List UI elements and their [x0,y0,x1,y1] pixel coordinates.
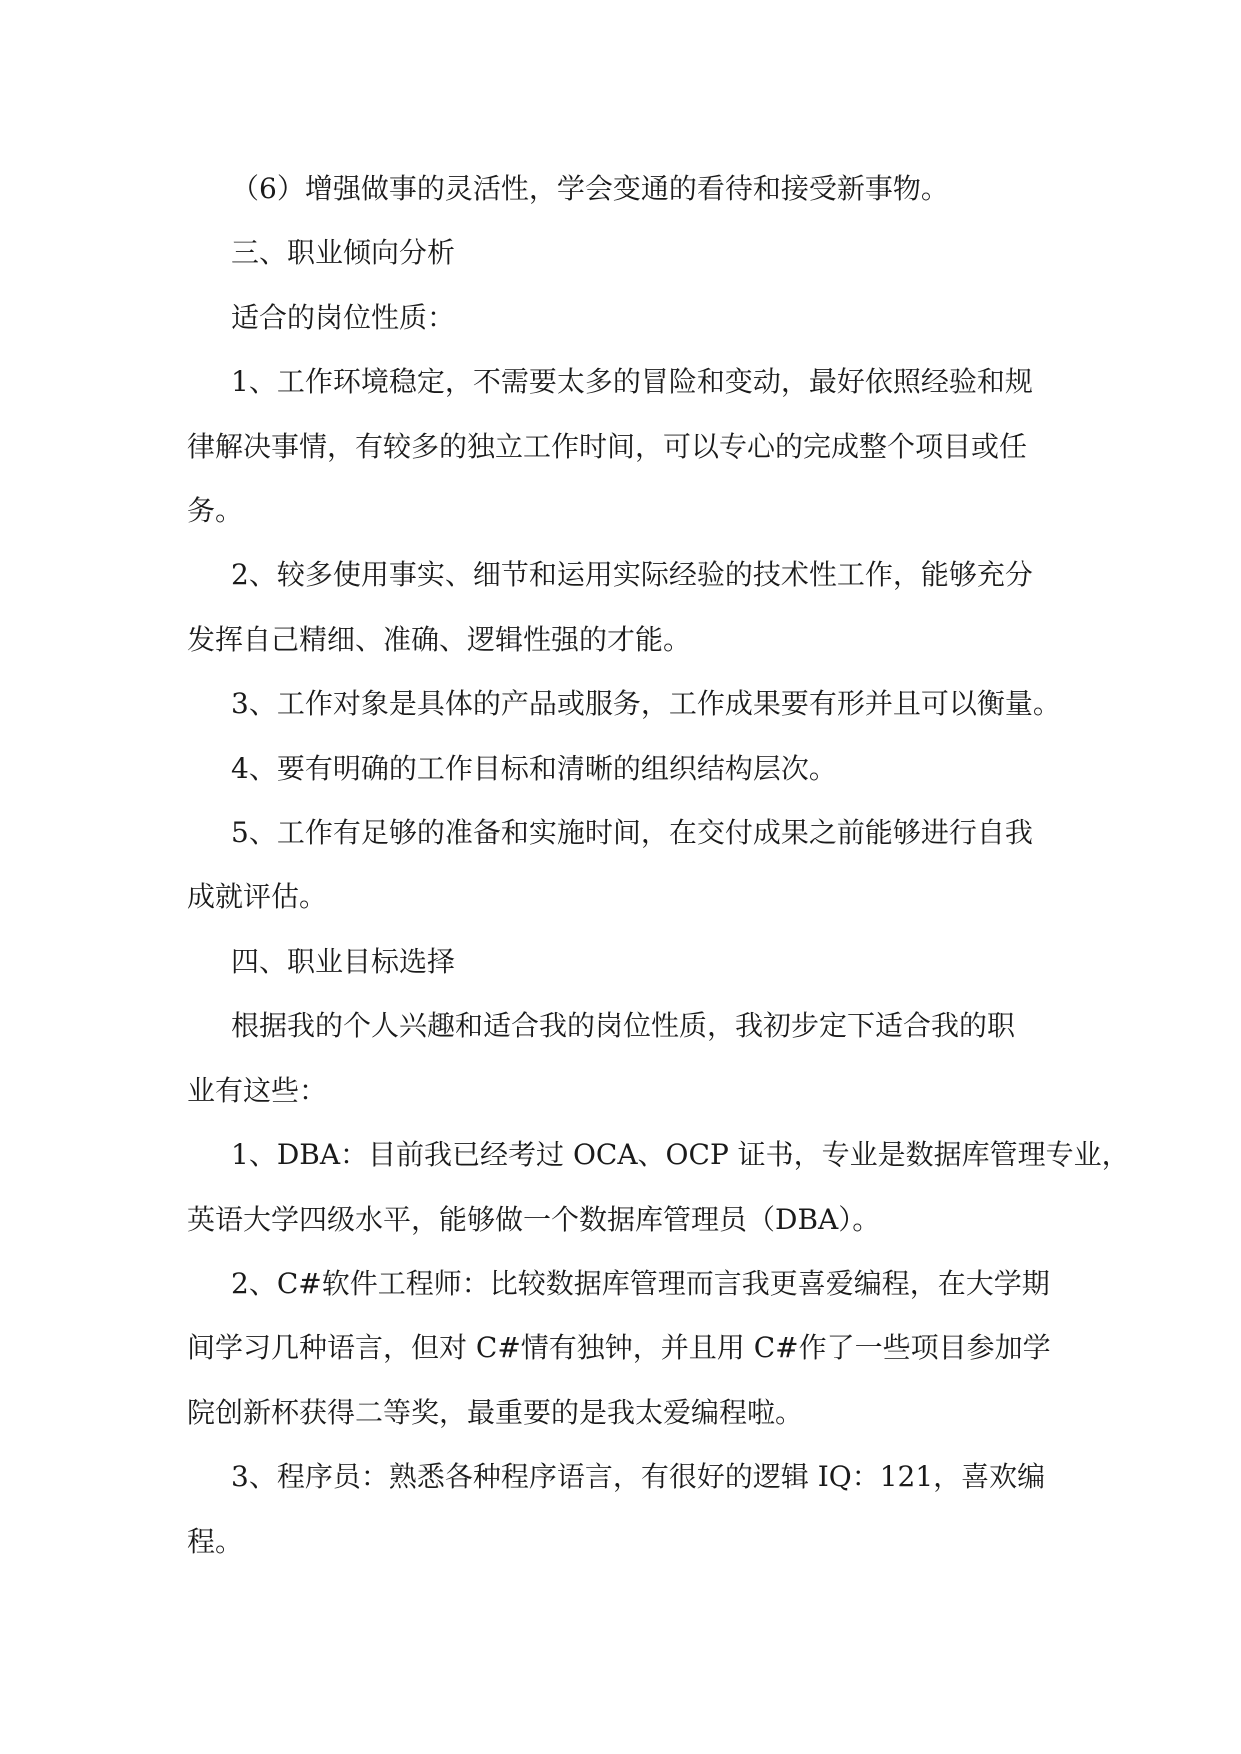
text-line: 4、要有明确的工作目标和清晰的组织结构层次。 [231,751,837,785]
text-line: 1、工作环境稳定，不需要太多的冒险和变动，最好依照经验和规 [231,365,1033,399]
text-line: 业有这些： [187,1073,328,1107]
paragraph [187,994,1072,1123]
paragraph [187,286,1072,350]
text-line: 5、工作有足够的准备和实施时间，在交付成果之前能够进行自我 [231,816,1033,850]
text-line: 英语大学四级水平，能够做一个数据库管理员（DBA）。 [187,1202,881,1236]
paragraph [187,543,1072,672]
text-line: 1、DBA：目前我已经考过 OCA、OCP 证书，专业是数据库管理专业， [231,1138,1130,1172]
paragraph [187,1123,1130,1252]
text-line: 3、程序员：熟悉各种程序语言，有很好的逻辑 IQ：121，喜欢编 [231,1460,1046,1494]
paragraph [187,801,1072,930]
paragraph [187,737,1072,801]
text-line: 成就评估。 [187,880,328,914]
text-line: 三、职业倾向分析 [231,236,456,270]
text-line: 律解决事情，有较多的独立工作时间，可以专心的完成整个项目或任 [187,429,1028,463]
paragraph [187,672,1072,736]
document-body [187,157,1130,1574]
paragraph [187,930,1072,994]
text-line: 间学习几种语言，但对 C#情有独钟，并且用 C#作了一些项目参加学 [187,1331,1051,1365]
text-line: 适合的岗位性质： [231,300,456,334]
paragraph [187,1252,1072,1445]
paragraph [187,350,1072,543]
text-line: （6）增强做事的灵活性，学会变通的看待和接受新事物。 [231,172,949,205]
text-line: 2、C#软件工程师：比较数据库管理而言我更喜爱编程，在大学期 [231,1266,1050,1300]
paragraph [187,157,1072,221]
text-line: 根据我的个人兴趣和适合我的岗位性质，我初步定下适合我的职 [231,1009,1016,1043]
text-line: 程。 [187,1524,244,1558]
text-line: 务。 [187,494,244,528]
paragraph [187,1445,1072,1574]
text-line: 3、工作对象是具体的产品或服务，工作成果要有形并且可以衡量。 [231,687,1061,721]
paragraph [187,221,1072,285]
text-line: 发挥自己精细、准确、逻辑性强的才能。 [187,622,692,656]
text-line: 2、较多使用事实、细节和运用实际经验的技术性工作，能够充分 [231,558,1033,592]
text-line: 院创新杯获得二等奖，最重要的是我太爱编程啦。 [187,1395,804,1429]
text-line: 四、职业目标选择 [231,944,456,978]
